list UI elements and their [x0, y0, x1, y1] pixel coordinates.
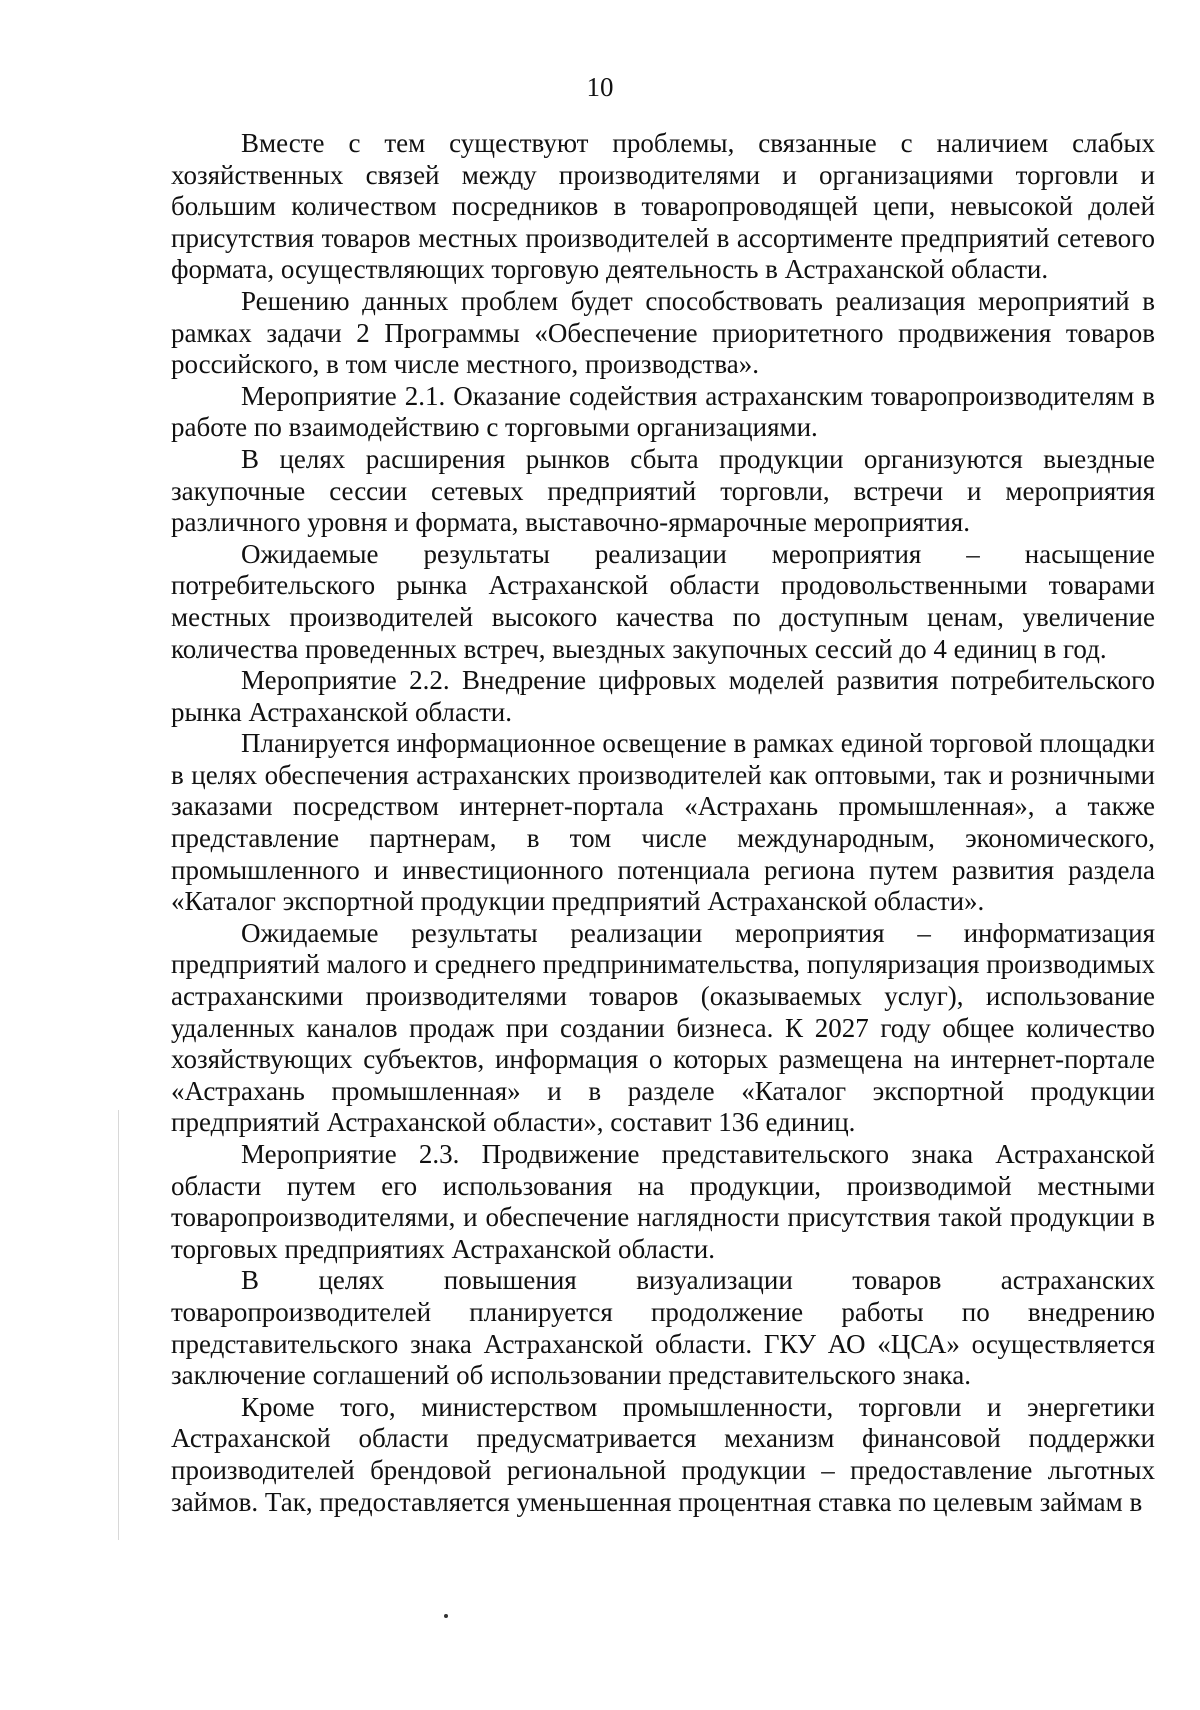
paragraph: Вместе с тем существуют проблемы, связанные с наличием слабых хозяйственных связей между производителями и организациями торговли и большим количеством посредников в товаропроводящей цепи, невысокой долей присутствия товаров местных производителей в ассортименте предприятий сетевого формата, осуществляющих торговую деятельность в Астраханской области.: [171, 128, 1155, 285]
paragraph: В целях расширения рынков сбыта продукции организуются выездные закупочные сессии сетевых предприятий торговли, встречи и мероприятия различного уровня и формата, выставочно-ярмарочные мероприятия.: [171, 443, 1155, 538]
paragraph: Ожидаемые результаты реализации мероприятия – информатизация предприятий малого и среднего предпринимательства, популяризация производимых астраханскими производителями товаров (оказываемых услуг), использование удаленных каналов продаж при создании бизнеса. К 2027 году общее количество хозяйствующих субъектов, информация о которых размещена на интернет-портале «Астрахань промышленная» и в разделе «Каталог экспортной продукции предприятий Астраханской области», составит 136 единиц.: [171, 917, 1155, 1138]
scan-dot: [444, 1614, 448, 1618]
paragraph: Мероприятие 2.3. Продвижение представительского знака Астраханской области путем его использования на продукции, производимой местными товаропроизводителями, и обеспечение наглядности присутствия такой продукции в торговых предприятиях Астраханской области.: [171, 1139, 1155, 1264]
document-body: [171, 128, 1155, 1518]
page-number: 10: [586, 72, 614, 102]
paragraph: В целях повышения визуализации товаров астраханских товаропроизводителей планируется продолжение работы по внедрению представительского знака Астраханской области. ГКУ АО «ЦСА» осуществляется заключение соглашений об использовании представительского знака.: [171, 1265, 1155, 1391]
paragraph: Планируется информационное освещение в рамках единой торговой площадки в целях обеспечения астраханских производителей как оптовыми, так и розничными заказами посредством интернет-портала «Астрахань промышленная», а также представление партнерам, в том числе международным, экономического, промышленного и инвестиционного потенциала региона путем развития раздела «Каталог экспортной продукции предприятий Астраханской области».: [171, 728, 1155, 917]
paragraph: Ожидаемые результаты реализации мероприятия – насыщение потребительского рынка Астраханской области продовольственными товарами местных производителей высокого качества по доступным ценам, увеличение количества проведенных встреч, выездных закупочных сессий до 4 единиц в год.: [171, 538, 1155, 664]
paragraph: Кроме того, министерством промышленности, торговли и энергетики Астраханской области предусматривается механизм финансовой поддержки производителей брендовой региональной продукции – предоставление льготных займов. Так, предоставляется уменьшенная процентная ставка по целевым займам в: [171, 1391, 1155, 1517]
paragraph: Решению данных проблем будет способствовать реализация мероприятий в рамках задачи 2 Программы «Обеспечение приоритетного продвижения товаров российского, в том числе местного, производства».: [171, 285, 1155, 380]
paragraph: Мероприятие 2.1. Оказание содействия астраханским товаропроизводителям в работе по взаимодействию с торговыми организациями.: [171, 380, 1155, 443]
scan-artifact-line: [118, 1110, 119, 1540]
paragraph: Мероприятие 2.2. Внедрение цифровых моделей развития потребительского рынка Астраханской области.: [171, 665, 1155, 727]
